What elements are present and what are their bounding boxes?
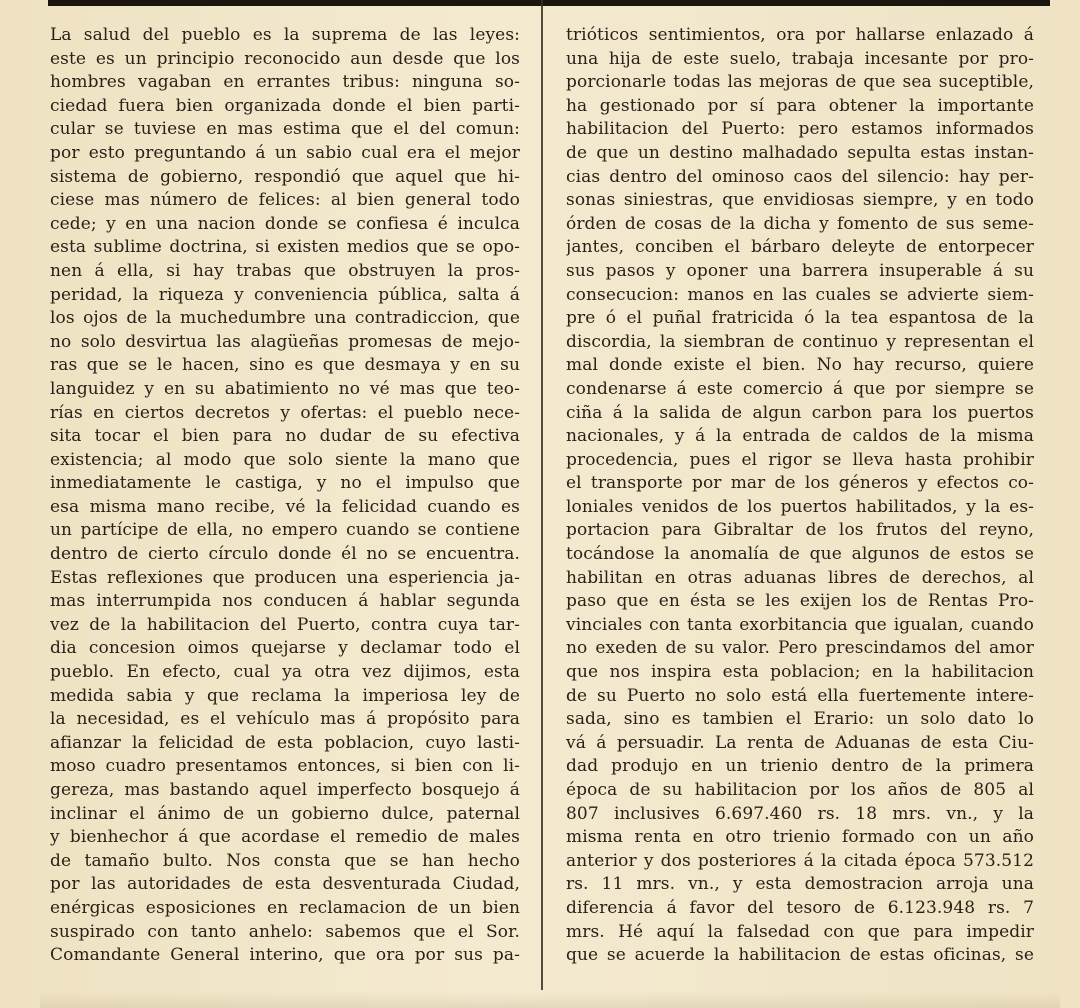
text-line: ciña á la salida de algun carbon para los puertos [566,402,1034,423]
text-line: mas interrumpida nos conducen á hablar segunda [50,591,520,612]
right-column [566,24,1034,968]
text-line: Comandante General interino, que ora por sus pa- [50,945,520,966]
text-line: cias dentro del ominoso caos del silencio: hay per- [566,166,1034,187]
text-line: vá á persuadir. La renta de Aduanas de esta Ciu- [566,732,1034,753]
text-line: sada, sino es tambien el Erario: un solo dato lo [566,709,1034,730]
text-line: cede; y en una nacion donde se confiesa é inculca [50,213,520,234]
bottom-bleed-through [40,992,1060,1008]
text-line: este es un principio reconocido aun desde que los [50,48,520,69]
text-line: moso cuadro presentamos entonces, si bien con li- [50,756,520,777]
text-line: discordia, la siembran de continuo y representan el [566,331,1034,352]
text-line: trióticos sentimientos, ora por hallarse enlazado á [566,25,1034,45]
text-line: nacionales, y á la entrada de caldos de la misma [566,426,1034,447]
text-line: diferencia á favor del tesoro de 6.123.948 rs. 7 [566,897,1034,918]
left-column [50,24,520,968]
text-line: ras que se le hacen, sino es que desmaya y en su [50,355,520,376]
text-line: gereza, mas bastando aquel imperfecto bosquejo á [50,780,520,800]
text-line: procedencia, pues el rigor se lleva hasta prohibir [566,449,1034,470]
text-line: rías en ciertos decretos y ofertas: el pueblo nece- [50,402,520,423]
text-line: los ojos de la muchedumbre una contradiccion, que [50,308,520,329]
text-line: un partícipe de ella, no empero cuando se contiene [50,520,520,541]
text-line: medida sabia y que reclama la imperiosa ley de [50,685,520,706]
text-line: Estas reflexiones que producen una esperiencia ja- [50,567,520,588]
text-line: porcionarle todas las mejoras de que sea suceptible, [566,72,1034,93]
text-line: paso que en ésta se les exijen los de Rentas Pro- [566,591,1034,612]
text-line: de su Puerto no solo está ella fuertemente intere- [566,685,1034,706]
text-line: órden de cosas de la dicha y fomento de sus seme- [566,213,1034,234]
text-line: sistema de gobierno, respondió que aquel que hi- [50,166,520,187]
text-line: pueblo. En efecto, cual ya otra vez dijimos, esta [50,662,520,683]
text-line: loniales venidos de los puertos habilitados, y la es- [566,496,1034,517]
text-line: por esto preguntando á un sabio cual era el mejor [50,142,520,163]
text-line: por las autoridades de esta desventurada Ciudad, [50,874,520,895]
text-line: La salud del pueblo es la suprema de las leyes: [50,25,520,45]
text-line: habilitan en otras aduanas libres de derechos, al [566,567,1034,588]
text-line: una hija de este suelo, trabaja incesante por pro- [566,48,1034,69]
text-line: esta sublime doctrina, si existen medios que se opo- [50,237,520,258]
text-line: mal donde existe el bien. No hay recurso, quiere [566,355,1034,376]
text-line: tocándose la anomalía de que algunos de estos se [566,544,1034,565]
text-line: jantes, conciben el bárbaro deleyte de entorpecer [566,237,1034,258]
text-line: suspirado con tanto anhelo: sabemos que el Sor. [50,921,520,942]
text-line: rs. 11 mrs. vn., y esta demostracion arroja una [566,874,1034,895]
text-line: vinciales con tanta exorbitancia que igualan, cuando [566,614,1034,635]
text-line: inclinar el ánimo de un gobierno dulce, paternal [50,803,520,824]
text-line: nen á ella, si hay trabas que obstruyen la pros- [50,260,520,281]
text-line: portacion para Gibraltar de los frutos del reyno, [566,520,1034,541]
text-line: languidez y en su abatimiento no vé mas que teo- [50,378,520,399]
text-line: ha gestionado por sí para obtener la importante [566,95,1034,116]
text-line: afianzar la felicidad de esta poblacion, cuyo lasti- [50,732,520,753]
text-line: ciese mas número de felices: al bien general todo [50,190,520,211]
text-line: habilitacion del Puerto: pero estamos informados [566,119,1034,140]
text-line: hombres vagaban en errantes tribus: ninguna so- [50,72,520,93]
text-line: y bienhechor á que acordase el remedio de males [50,827,520,848]
text-line: que nos inspira esta poblacion; en la habilitacion [566,662,1034,683]
text-line: cular se tuviese en mas estima que el del comun: [50,119,520,140]
text-line: misma renta en otro trienio formado con un año [566,827,1034,848]
text-line: consecucion: manos en las cuales se advierte siem- [566,284,1034,305]
text-line: inmediatamente le castiga, y no el impulso que [50,473,520,494]
text-line: anterior y dos posteriores á la citada época 573.512 [566,850,1034,871]
text-line: ciedad fuera bien organizada donde el bien parti- [50,95,520,116]
text-line: enérgicas esposiciones en reclamacion de un bien [50,897,520,918]
text-line: de tamaño bulto. Nos consta que se han hecho [50,850,520,871]
text-line: la necesidad, es el vehículo mas á propósito para [50,709,520,730]
text-line: 807 inclusives 6.697.460 rs. 18 mrs. vn., y la [566,803,1034,824]
text-line: de que un destino malhadado sepulta estas instan- [566,142,1034,163]
text-line: dentro de cierto círculo donde él no se encuentra. [50,544,520,565]
text-line: sonas siniestras, que envidiosas siempre, y en todo [566,190,1034,211]
text-line: vez de la habilitacion del Puerto, contra cuya tar- [50,614,520,635]
text-line: peridad, la riqueza y conveniencia pública, salta á [50,284,520,305]
text-line: sus pasos y oponer una barrera insuperable á su [566,260,1034,281]
text-line: mrs. Hé aquí la falsedad con que para impedir [566,921,1034,942]
text-line: que se acuerde la habilitacion de estas oficinas, se [566,945,1034,966]
text-line: dia concesion oimos quejarse y declamar todo el [50,638,520,659]
text-line: sita tocar el bien para no dudar de su efectiva [50,426,520,447]
column-divider [541,0,543,990]
text-line: condenarse á este comercio á que por siempre se [566,378,1034,399]
text-line: no exeden de su valor. Pero prescindamos del amor [566,638,1034,659]
text-line: no solo desvirtua las alagüeñas promesas de mejo- [50,331,520,352]
text-line: existencia; al modo que solo siente la mano que [50,449,520,470]
text-line: época de su habilitacion por los años de 805 al [566,780,1034,800]
text-line: esa misma mano recibe, vé la felicidad cuando es [50,496,520,517]
top-rule [48,0,1050,6]
text-line: dad produjo en un trienio dentro de la primera [566,756,1034,777]
text-line: el transporte por mar de los géneros y efectos co- [566,473,1034,494]
text-line: pre ó el puñal fratricida ó la tea espantosa de la [566,308,1034,329]
